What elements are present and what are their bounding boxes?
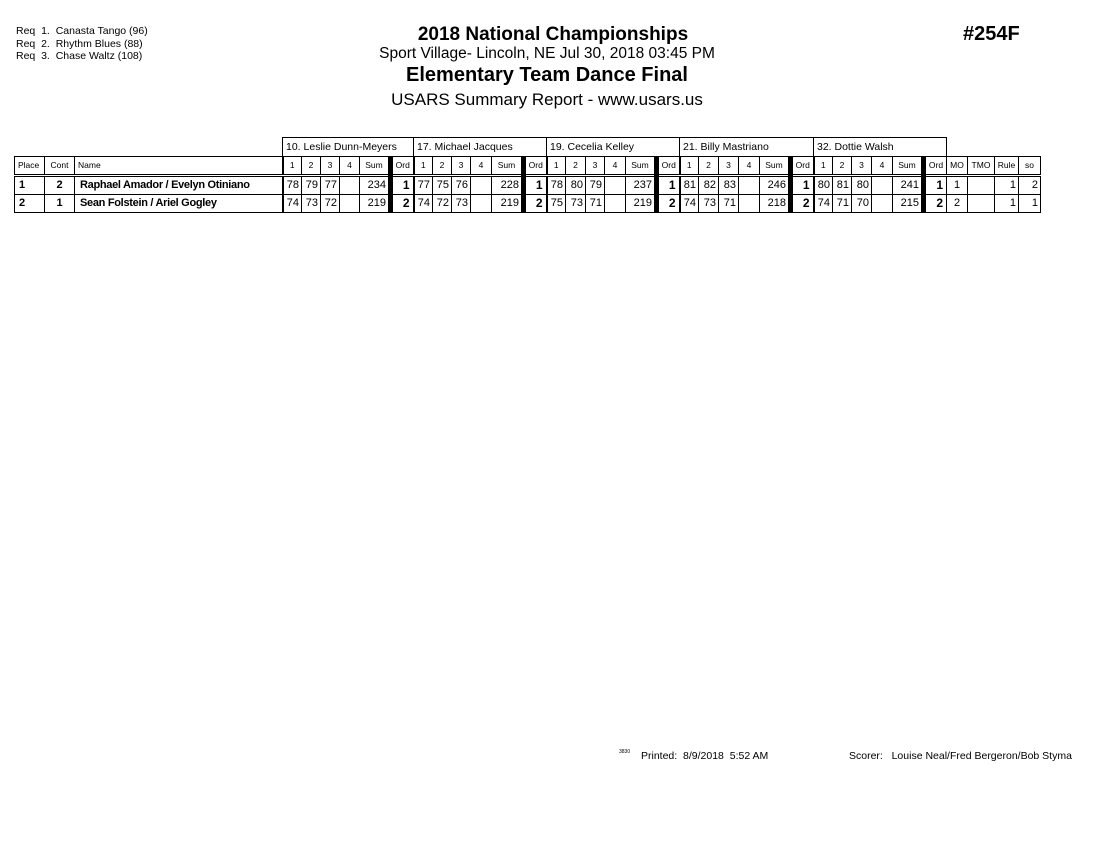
score-cell: 78 xyxy=(547,176,566,195)
score-cell: 77 xyxy=(321,176,340,195)
header-mo: MO xyxy=(947,157,968,176)
header-ord: Ord xyxy=(524,157,547,176)
score-cell: 79 xyxy=(302,176,321,195)
judge-name: 10. Leslie Dunn-Meyers xyxy=(283,138,414,157)
score-cell: 80 xyxy=(814,176,833,195)
score-cell: 75 xyxy=(547,195,566,213)
header-score-2: 2 xyxy=(833,157,852,176)
mo-cell: 2 xyxy=(947,195,968,213)
header-name: Name xyxy=(75,157,283,176)
header-ord: Ord xyxy=(791,157,814,176)
header-score-2: 2 xyxy=(699,157,719,176)
header-score-4: 4 xyxy=(471,157,492,176)
sum-cell: 219 xyxy=(626,195,657,213)
score-cell: 75 xyxy=(433,176,452,195)
ord-cell: 1 xyxy=(391,176,414,195)
column-header-row xyxy=(15,157,1041,176)
score-cell: 73 xyxy=(699,195,719,213)
score-cell: 78 xyxy=(283,176,302,195)
ord-cell: 1 xyxy=(657,176,680,195)
score-cell: 74 xyxy=(414,195,433,213)
header-score-3: 3 xyxy=(321,157,340,176)
score-cell: 80 xyxy=(566,176,586,195)
header-score-1: 1 xyxy=(414,157,433,176)
place-cell: 1 xyxy=(15,176,45,195)
header-so: so xyxy=(1019,157,1041,176)
rule-cell: 1 xyxy=(995,176,1019,195)
header-score-4: 4 xyxy=(739,157,760,176)
sum-cell: 246 xyxy=(760,176,791,195)
couple-name: Raphael Amador / Evelyn Otiniano xyxy=(75,176,283,195)
header-tmo: TMO xyxy=(968,157,995,176)
tmo-cell xyxy=(968,176,995,195)
printed-timestamp: Printed: 8/9/2018 5:52 AM xyxy=(641,750,769,762)
ord-cell: 1 xyxy=(924,176,947,195)
header-score-4: 4 xyxy=(872,157,893,176)
sum-cell: 215 xyxy=(893,195,924,213)
cont-cell: 1 xyxy=(45,195,75,213)
footer-code: 3830 xyxy=(619,749,631,755)
header-score-2: 2 xyxy=(566,157,586,176)
score-cell: 72 xyxy=(321,195,340,213)
header-ord: Ord xyxy=(391,157,414,176)
report-subtitle: USARS Summary Report - www.usars.us xyxy=(391,90,703,109)
score-cell: 70 xyxy=(852,195,872,213)
header-score-3: 3 xyxy=(452,157,471,176)
sum-cell: 228 xyxy=(492,176,524,195)
header-sum: Sum xyxy=(893,157,924,176)
header-score-1: 1 xyxy=(814,157,833,176)
score-cell: 74 xyxy=(680,195,699,213)
score-cell: 76 xyxy=(452,176,471,195)
score-cell: 80 xyxy=(852,176,872,195)
judge-name: 17. Michael Jacques xyxy=(414,138,547,157)
sum-cell: 218 xyxy=(760,195,791,213)
header-score-3: 3 xyxy=(719,157,739,176)
score-cell: 82 xyxy=(699,176,719,195)
score-cell xyxy=(471,176,492,195)
score-cell xyxy=(471,195,492,213)
table-row xyxy=(15,176,1041,195)
sum-cell: 219 xyxy=(492,195,524,213)
header-cont: Cont xyxy=(45,157,75,176)
score-cell: 79 xyxy=(586,176,605,195)
header-sum: Sum xyxy=(626,157,657,176)
so-cell: 1 xyxy=(1019,195,1041,213)
score-cell xyxy=(340,195,360,213)
header-score-2: 2 xyxy=(433,157,452,176)
couple-name: Sean Folstein / Ariel Gogley xyxy=(75,195,283,213)
blank-cell xyxy=(947,138,1041,157)
header-score-1: 1 xyxy=(680,157,699,176)
score-cell xyxy=(605,176,626,195)
judge-name: 21. Billy Mastriano xyxy=(680,138,814,157)
header-score-1: 1 xyxy=(547,157,566,176)
score-cell xyxy=(739,176,760,195)
header-sum: Sum xyxy=(760,157,791,176)
header-ord: Ord xyxy=(924,157,947,176)
score-cell: 77 xyxy=(414,176,433,195)
ord-cell: 2 xyxy=(791,195,814,213)
ord-cell: 2 xyxy=(924,195,947,213)
score-cell: 71 xyxy=(719,195,739,213)
blank-cell xyxy=(15,138,283,157)
header-sum: Sum xyxy=(360,157,391,176)
header-score-3: 3 xyxy=(852,157,872,176)
sum-cell: 237 xyxy=(626,176,657,195)
judge-name: 19. Cecelia Kelley xyxy=(547,138,680,157)
scorer-names: Scorer: Louise Neal/Fred Bergeron/Bob Styma xyxy=(849,750,1072,762)
score-cell: 73 xyxy=(302,195,321,213)
ord-cell: 1 xyxy=(524,176,547,195)
header-score-3: 3 xyxy=(586,157,605,176)
tmo-cell xyxy=(968,195,995,213)
score-cell: 71 xyxy=(833,195,852,213)
header-ord: Ord xyxy=(657,157,680,176)
ord-cell: 2 xyxy=(391,195,414,213)
header-score-4: 4 xyxy=(605,157,626,176)
header-rule: Rule xyxy=(995,157,1019,176)
results-table xyxy=(14,137,1041,213)
score-cell: 81 xyxy=(680,176,699,195)
score-cell: 72 xyxy=(433,195,452,213)
judge-header-row xyxy=(15,138,1041,157)
header-score-1: 1 xyxy=(283,157,302,176)
sum-cell: 241 xyxy=(893,176,924,195)
score-cell xyxy=(605,195,626,213)
request-item: Req 1. Canasta Tango (96) xyxy=(16,25,148,37)
mo-cell: 1 xyxy=(947,176,968,195)
ord-cell: 2 xyxy=(524,195,547,213)
ord-cell: 2 xyxy=(657,195,680,213)
score-cell xyxy=(872,195,893,213)
score-cell: 81 xyxy=(833,176,852,195)
score-cell: 74 xyxy=(283,195,302,213)
header-sum: Sum xyxy=(492,157,524,176)
place-cell: 2 xyxy=(15,195,45,213)
event-code: #254F xyxy=(963,23,1020,45)
header-score-2: 2 xyxy=(302,157,321,176)
cont-cell: 2 xyxy=(45,176,75,195)
request-item: Req 2. Rhythm Blues (88) xyxy=(16,37,143,50)
competition-title: 2018 National Championships xyxy=(417,24,689,45)
event-title: Elementary Team Dance Final xyxy=(406,64,688,86)
score-cell: 83 xyxy=(719,176,739,195)
sum-cell: 234 xyxy=(360,176,391,195)
so-cell: 2 xyxy=(1019,176,1041,195)
score-cell: 71 xyxy=(586,195,605,213)
ord-cell: 1 xyxy=(791,176,814,195)
sum-cell: 219 xyxy=(360,195,391,213)
score-cell xyxy=(739,195,760,213)
judge-name: 32. Dottie Walsh xyxy=(814,138,947,157)
header-score-4: 4 xyxy=(340,157,360,176)
rule-cell: 1 xyxy=(995,195,1019,213)
table-row xyxy=(15,195,1041,213)
request-item: Req 3. Chase Waltz (108) xyxy=(16,50,143,62)
score-cell xyxy=(340,176,360,195)
header-place: Place xyxy=(15,157,45,176)
score-cell: 73 xyxy=(452,195,471,213)
score-cell xyxy=(872,176,893,195)
score-cell: 73 xyxy=(566,195,586,213)
score-cell: 74 xyxy=(814,195,833,213)
venue-datetime: Sport Village- Lincoln, NE Jul 30, 2018 03:45 PM xyxy=(379,45,715,62)
